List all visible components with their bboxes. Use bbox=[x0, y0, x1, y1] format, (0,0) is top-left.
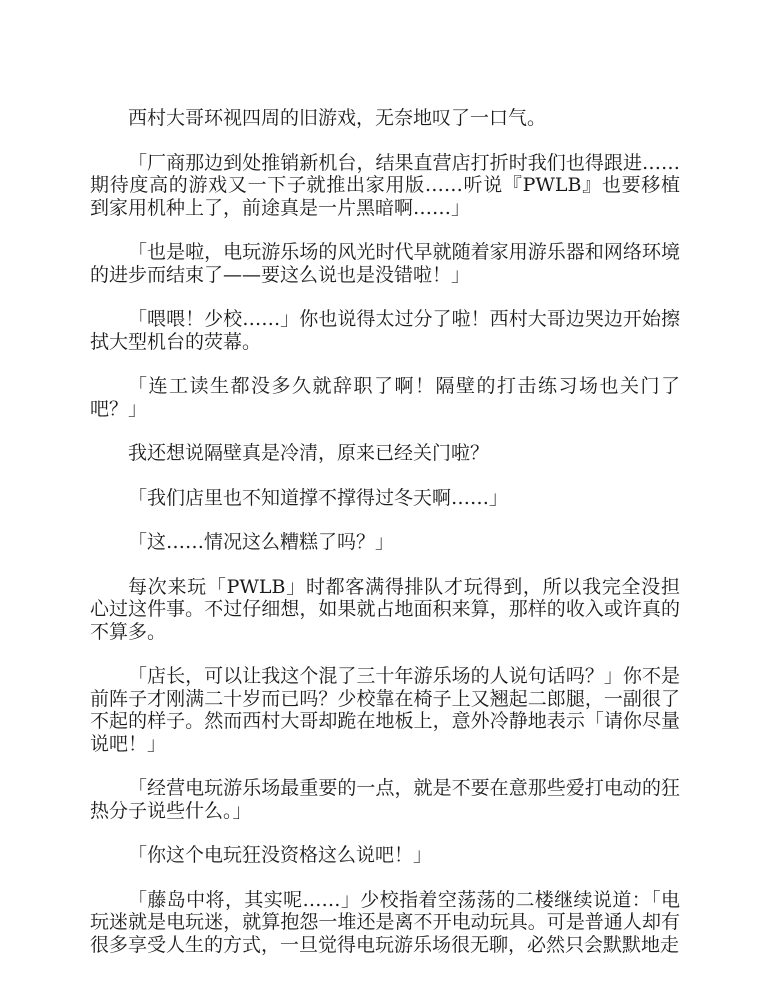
paragraph-3: 「也是啦，电玩游乐场的风光时代早就随着家用游乐器和网络环境的进步而结束了——要这么说也是没错啦！」 bbox=[90, 241, 680, 286]
paragraph-1: 西村大哥环视四周的旧游戏，无奈地叹了一口气。 bbox=[128, 107, 547, 129]
paragraph-11: 「经营电玩游乐场最重要的一点，就是不要在意那些爱打电动的狂热分子说些什么。」 bbox=[90, 777, 680, 822]
paragraph-2: 「厂商那边到处推销新机台，结果直营店打折时我们也得跟进……期待度高的游戏又一下子就推出家用版……听说『PWLB』也要移植到家用机种上了，前途真是一片黑暗啊……」 bbox=[90, 151, 680, 219]
paragraph-12: 「你这个电玩狂没资格这么说吧！」 bbox=[128, 844, 433, 866]
paragraph-8: 「这……情况这么糟糕了吗？」 bbox=[128, 531, 395, 553]
document-page bbox=[90, 107, 680, 978]
paragraph-10: 「店长，可以让我这个混了三十年游乐场的人说句话吗？」你不是前阵子才刚满二十岁而已吗？少校靠在椅子上又翘起二郎腿，一副很了不起的样子。然而西村大哥却跪在地板上，意外冷静地表示「请你尽量说吧！」 bbox=[90, 665, 680, 755]
paragraph-9: 每次来玩「PWLB」时都客满得排队才玩得到，所以我完全没担心过这件事。不过仔细想，如果就占地面积来算，那样的收入或许真的不算多。 bbox=[90, 575, 680, 643]
paragraph-7: 「我们店里也不知道撑不撑得过冬天啊……」 bbox=[128, 486, 509, 509]
paragraph-13: 「藤岛中将，其实呢……」少校指着空荡荡的二楼继续说道：「电玩迷就是电玩迷，就算抱怨一堆还是离不开电动玩具。可是普通人却有很多享受人生的方式，一旦觉得电玩游乐场很无聊，必然只会默默地走 bbox=[90, 888, 680, 956]
paragraph-4: 「喂喂！少校……」你也说得太过分了啦！西村大哥边哭边开始擦拭大型机台的荧幕。 bbox=[90, 308, 680, 353]
paragraph-6: 我还想说隔壁真是冷清，原来已经关门啦？ bbox=[128, 442, 490, 464]
paragraph-5: 「连工读生都没多久就辞职了啊！隔壁的打击练习场也关门了吧？」 bbox=[90, 375, 680, 420]
